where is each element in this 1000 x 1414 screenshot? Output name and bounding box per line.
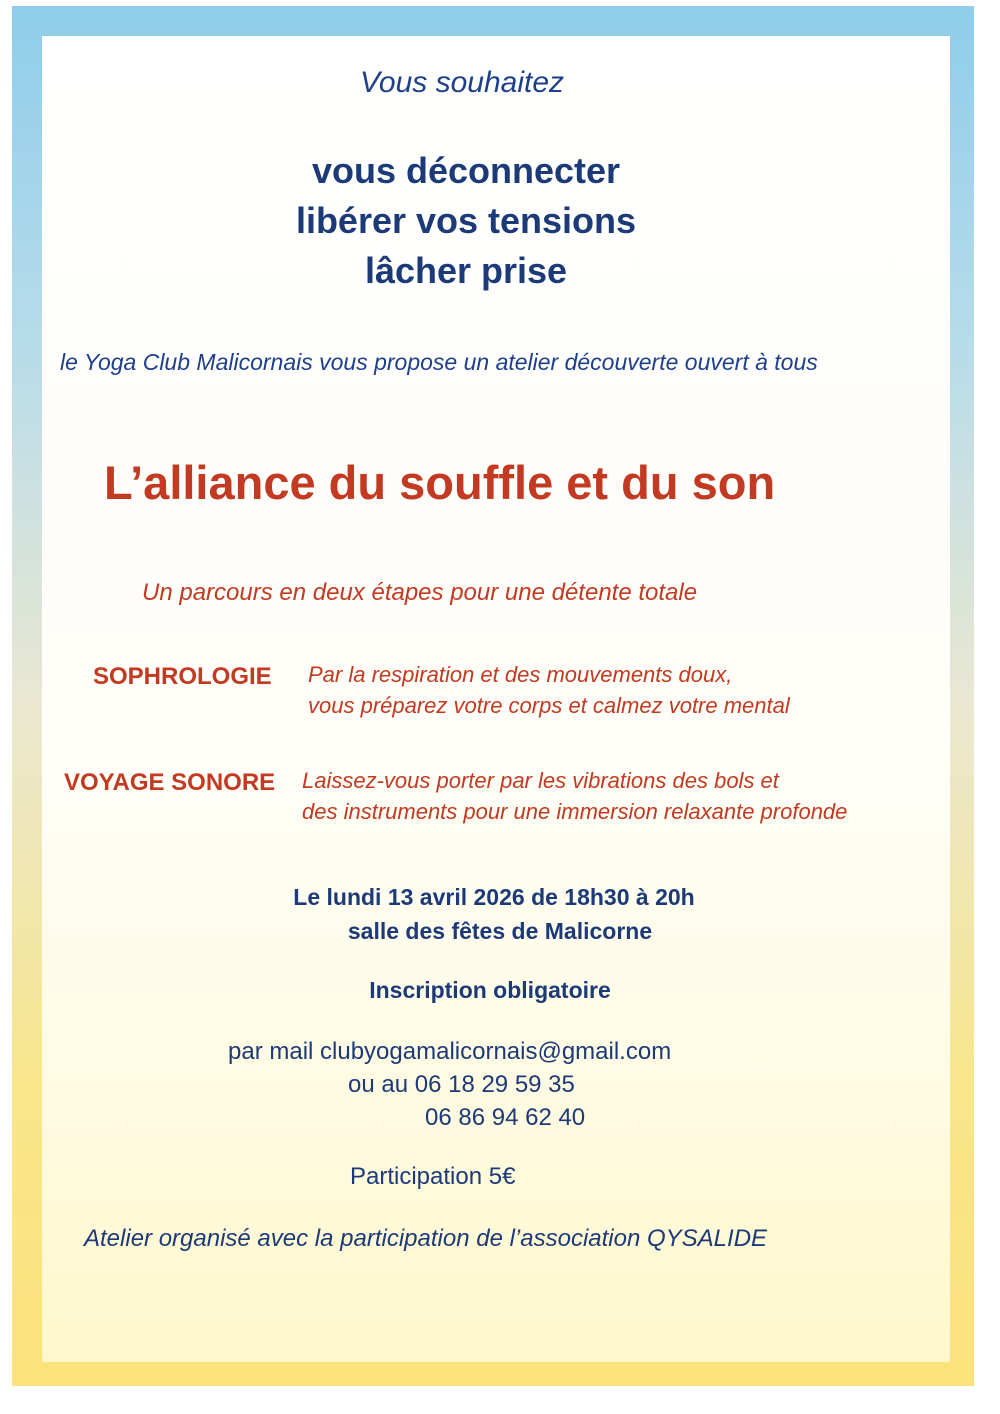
activity-desc-line: Par la respiration et des mouvements doux, [308,662,733,687]
activity-desc-line: vous préparez votre corps et calmez votre mental [308,693,790,718]
price-text: Participation 5€ [350,1163,516,1190]
activity-name-sophrologie: SOPHROLOGIE [93,663,272,690]
activity-name-voyage-sonore: VOYAGE SONORE [64,769,276,796]
event-venue: salle des fêtes de Malicorne [347,918,653,944]
registration-email: par mail clubyogamalicornais@gmail.com [228,1038,672,1065]
wish-line-1: vous déconnecter [311,150,621,191]
subtitle-text: Un parcours en deux étapes pour une détente totale [142,579,698,606]
wish-line-2: libérer vos tensions [295,200,637,241]
registration-phone-1: ou au 06 18 29 59 35 [348,1071,575,1098]
intro-text: Vous souhaitez [360,66,565,99]
activity-desc-line: des instruments pour une immersion relaxante profonde [302,799,848,824]
wish-line-3: lâcher prise [364,250,568,291]
registration-heading: Inscription obligatoire [369,977,611,1003]
proposal-text: le Yoga Club Malicornais vous propose un atelier découverte ouvert à tous [60,349,818,375]
footer-text: Atelier organisé avec la participation de l’association QYSALIDE [84,1225,768,1252]
event-date: Le lundi 13 avril 2026 de 18h30 à 20h [293,884,695,910]
registration-phone-2: 06 86 94 62 40 [425,1104,586,1131]
event-title: L’alliance du souffle et du son [104,456,776,509]
activity-desc-line: Laissez-vous porter par les vibrations des bols et [302,768,779,793]
